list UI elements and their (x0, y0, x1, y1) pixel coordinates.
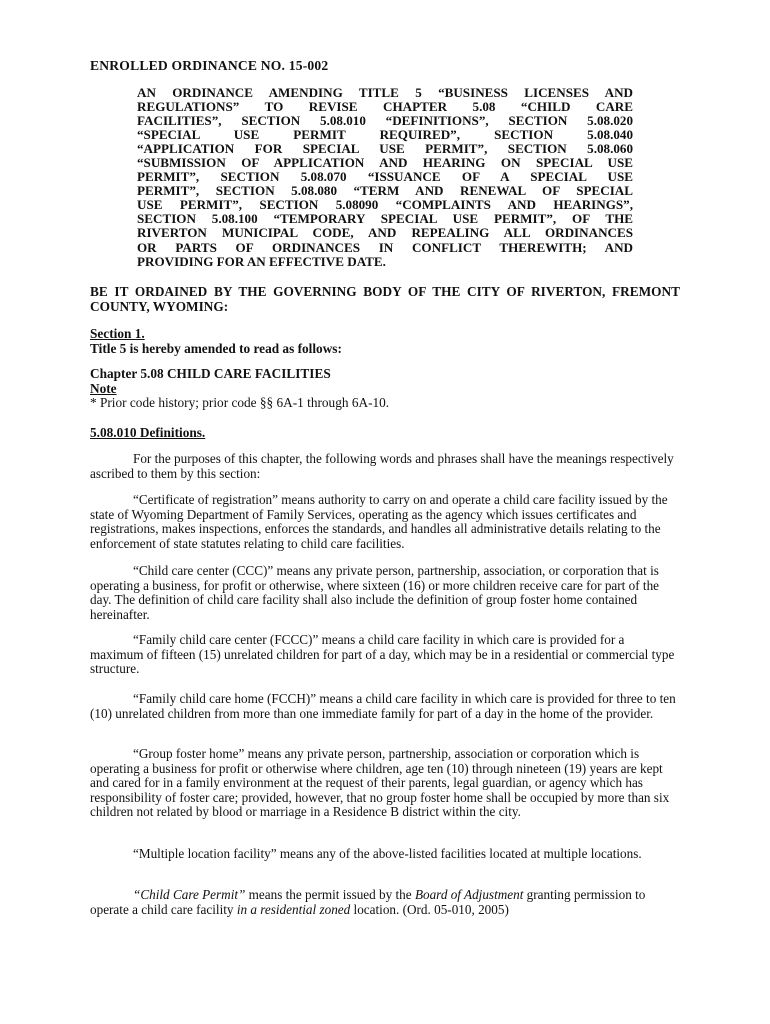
caption-line: “APPLICATION FOR SPECIAL USE PERMIT”, SECTION 5.08.060 (137, 141, 633, 157)
caption-line: PROVIDING FOR AN EFFECTIVE DATE. (137, 253, 386, 269)
chapter-heading: Chapter 5.08 CHILD CARE FACILITIES (90, 366, 331, 381)
definition-ccc: “Child care center (CCC)” means any private person, partnership, association, or corporation that is operating a business, for profit or otherwise, where sixteen (16) or more children receive care for part of the day. The definition of child care facility shall also include the definition of group foster home contained hereinafter. (90, 563, 660, 622)
definition-fcch: “Family child care home (FCCH)” means a child care facility in which care is provided for three to ten (10) unrelated children from more than one immediate family for part of a day in the home of the provider. (90, 691, 676, 721)
ordinance-caption (137, 86, 633, 269)
definition-multiple-location: “Multiple location facility” means any of the above-listed facilities located at multiple locations. (133, 846, 642, 861)
note-text: * Prior code history; prior code §§ 6A-1 through 6A-10. (90, 395, 390, 411)
permit-text-3: location. (Ord. 05-010, 2005) (350, 901, 509, 917)
section-heading: Section 1. (90, 326, 145, 341)
section-1 (90, 327, 680, 356)
ordinance-title: ENROLLED ORDINANCE NO. 15-002 (90, 58, 329, 73)
paragraph: For the purposes of this chapter, the following words and phrases shall have the meanings respectively ascribed to them by this section: (90, 451, 674, 481)
caption-line: REGULATIONS” TO REVISE CHAPTER 5.08 “CHILD CARE (137, 99, 633, 115)
note-label: Note (90, 380, 117, 396)
caption-line: FACILITIES”, SECTION 5.08.010 “DEFINITIONS”, SECTION 5.08.020 (137, 113, 633, 129)
definition-child-care-permit (90, 888, 680, 917)
definition-group-foster-home: “Group foster home” means any private person, partnership, association or corporation which is operating a business for profit or otherwise where children, age ten (10) through nineteen (19) years are kept and cared for in a family environment at the request of their parents, legal guardian, or agency which has responsibility of foster care; provided, however, that no group foster home shall be occupied by more than six children not related by blood or marriage in a Residence B district within the city. (90, 746, 670, 820)
caption-line: RIVERTON MUNICIPAL CODE, AND REPEALING ALL ORDINANCES (137, 225, 633, 241)
definition-fccc: “Family child care center (FCCC)” means a child care facility in which care is provided for a maximum of fifteen (15) unrelated children for part of a day, which may be in a residential or commercial type structure. (90, 632, 675, 677)
section-text: Title 5 is hereby amended to read as follows: (90, 340, 342, 356)
caption-line: SECTION 5.08.100 “TEMPORARY SPECIAL USE PERMIT”, OF THE (137, 211, 633, 227)
enactment-clause: BE IT ORDAINED BY THE GOVERNING BODY OF THE CITY OF RIVERTON, FREMONT COUNTY, WYOMING: (90, 284, 680, 314)
caption-line: AN ORDINANCE AMENDING TITLE 5 “BUSINESS LICENSES AND (137, 85, 633, 100)
definitions-heading: 5.08.010 Definitions. (90, 425, 206, 440)
caption-line: USE PERMIT”, SECTION 5.08090 “COMPLAINTS AND HEARINGS”, (137, 197, 633, 213)
permit-text-1: means the permit issued by the (245, 887, 415, 902)
caption-line: OR PARTS OF ORDINANCES IN CONFLICT THEREWITH; AND (137, 239, 633, 255)
permit-term: “Child Care Permit” (133, 887, 246, 902)
residential-zone: in a residential zoned (236, 901, 351, 917)
caption-line: “SPECIAL USE PERMIT REQUIRED”, SECTION 5.08.040 (137, 127, 633, 143)
caption-line: PERMIT”, SECTION 5.08.080 “TERM AND RENEWAL OF SPECIAL (137, 183, 633, 199)
board-of-adjustment: Board of Adjustment (414, 887, 524, 902)
permit-text-2: granting permission to operate a child care facility (90, 887, 646, 917)
chapter-block (90, 367, 680, 411)
caption-line: PERMIT”, SECTION 5.08.070 “ISSUANCE OF A SPECIAL USE (137, 169, 633, 185)
definition-certificate: “Certificate of registration” means authority to carry on and operate a child care facility issued by the state of Wyoming Department of Family Services, operating as the agency which issues certificates and registrations, makes inspections, enforces the standards, and handles all administrative details relating to the enforcement of state statutes relating to child care facilities. (90, 492, 668, 551)
caption-line: “SUBMISSION OF APPLICATION AND HEARING ON SPECIAL USE (137, 155, 633, 171)
